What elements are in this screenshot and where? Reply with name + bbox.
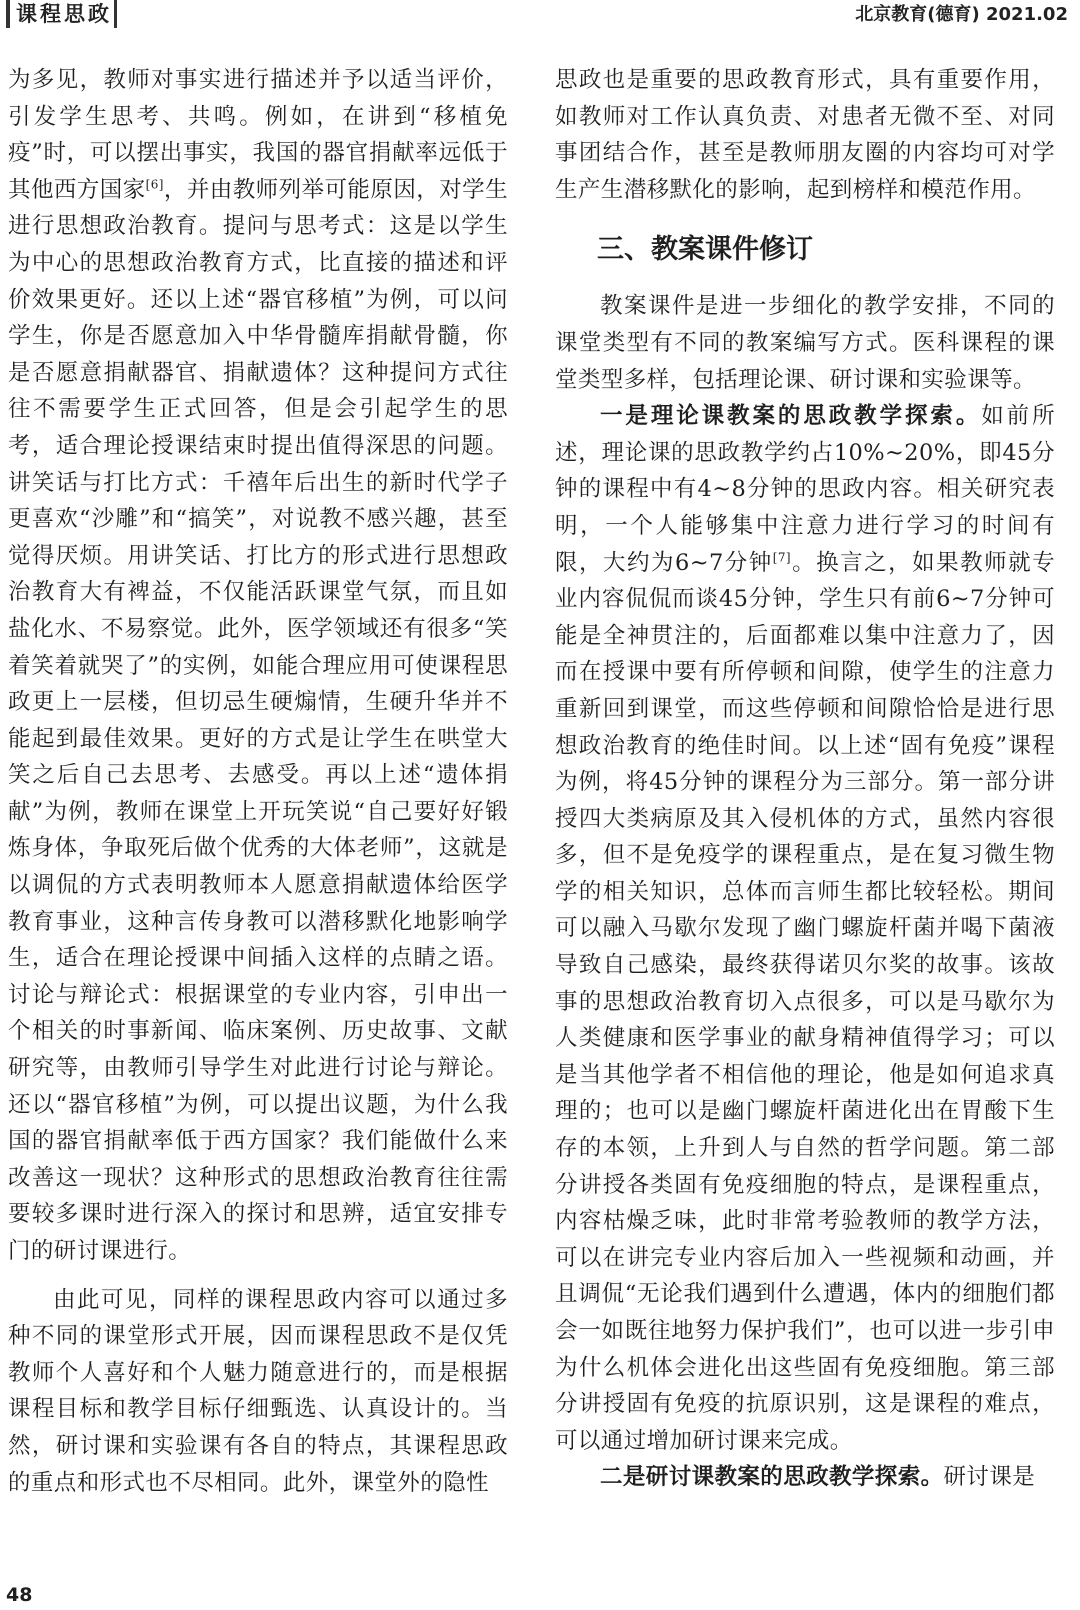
paragraph: 一是理论课教案的思政教学探索。如前所述，理论课的思政教学约占10%~20%，即45分钟的课程中有4~8分钟的思政内容。相关研究表明，一个人能够集中注意力进行学习的时间有限，大约为6~7分钟[7]。换言之，如果教师就专业内容侃侃而谈45分钟，学生只有前6~7分钟可能是全神贯注的，后面都难以集中注意力了，因而在授课中要有所停顿和间隙，使学生的注意力重新回到课堂，而这些停顿和间隙恰恰是进行思想政治教育的绝佳时间。以上述“固有免疫”课程为例，将45分钟的课程分为三部分。第一部分讲授四大类病原及其入侵机体的方式，虽然内容很多，但不是免疫学的课程重点，是在复习微生物学的相关知识，总体而言师生都比较轻松。期间可以融入马歇尔发现了幽门螺旋杆菌并喝下菌液导致自己感染，最终获得诺贝尔奖的故事。该故事的思想政治教育切入点很多，可以是马歇尔为人类健康和医学事业的献身精神值得学习；可以是当其他学者不相信他的理论，他是如何追求真理的；也可以是幽门螺旋杆菌进化出在胃酸下生存的本领，上升到人与自然的哲学问题。第二部分讲授各类固有免疫细胞的特点，是课程重点，内容枯燥乏味，此时非常考验教师的教学方法，可以在讲完专业内容后加入一些视频和动画，并且调侃“无论我们遇到什么遭遇，体内的细胞们都会一如既往地努力保护我们”，也可以进一步引申为什么机体会进化出这些固有免疫细胞。第三部分讲授固有免疫的抗原识别，这是课程的难点，可以通过增加研讨课来完成。 (555, 403, 1056, 1454)
lead-phrase: 一是理论课教案的思政教学探索。 (600, 403, 982, 430)
paragraph: 教案课件是进一步细化的教学安排，不同的课堂类型有不同的教案编写方式。医科课程的课堂类型多样，包括理论课、研讨课和实验课等。 (555, 293, 1055, 393)
paragraph: 思政也是重要的思政教育形式，具有重要作用，如教师对工作认真负责、对患者无微不至、对同事团结合作，甚至是教师朋友圈的内容均可对学生产生潜移默化的影响，起到榜样和模范作用。 (555, 67, 1055, 203)
right-column (555, 62, 1055, 1496)
citation: [6] (145, 177, 164, 192)
header-rule-left (6, 0, 10, 28)
lead-phrase: 二是研讨课教案的思政教学探索。 (600, 1464, 944, 1491)
citation: [7] (772, 550, 791, 565)
journal-issue: 北京教育(德育) 2021.02 (855, 4, 1068, 25)
left-column (8, 62, 508, 1501)
paragraph: 由此可见，同样的课程思政内容可以通过多种不同的课堂形式开展，因而课程思政不是仅凭教师个人喜好和个人魅力随意进行的，而是根据课程目标和教学目标仔细甄选、认真设计的。当然，研讨课和实验课有各自的特点，其课程思政的重点和形式也不尽相同。此外，课堂外的隐性 (8, 1286, 508, 1496)
section-heading: 三、教案课件修订 (597, 234, 813, 266)
page-number: 48 (6, 1584, 33, 1606)
header-rule-divider (114, 0, 117, 28)
section-label: 课程思政 (16, 2, 112, 26)
running-header (0, 0, 1080, 30)
paragraph: 二是研讨课教案的思政教学探索。研讨课是 (600, 1464, 1036, 1491)
paragraph: 为多见，教师对事实进行描述并予以适当评价，引发学生思考、共鸣。例如，在讲到“移植免疫”时，可以摆出事实，我国的器官捐献率远低于其他西方国家[6]，并由教师列举可能原因，对学生进行思想政治教育。提问与思考式：这是以学生为中心的思想政治教育方式，比直接的描述和评价效果更好。还以上述“器官移植”为例，可以问学生，你是否愿意加入中华骨髓库捐献骨髓，你是否愿意捐献器官、捐献遗体？这种提问方式往往不需要学生正式回答，但是会引起学生的思考，适合理论授课结束时提出值得深思的问题。讲笑话与打比方式：千禧年后出生的新时代学子更喜欢“沙雕”和“搞笑”，对说教不感兴趣，甚至觉得厌烦。用讲笑话、打比方的形式进行思想政治教育大有裨益，不仅能活跃课堂气氛，而且如盐化水、不易察觉。此外，医学领域还有很多“笑着笑着就哭了”的实例，如能合理应用可使课程思政更上一层楼，但切忌生硬煽情，生硬升华并不能起到最佳效果。更好的方式是让学生在哄堂大笑之后自己去思考、去感受。再以上述“遗体捐献”为例，教师在课堂上开玩笑说“自己要好好锻炼身体，争取死后做个优秀的大体老师”，这就是以调侃的方式表明教师本人愿意捐献遗体给医学教育事业，这种言传身教可以潜移默化地影响学生，适合在理论授课中间插入这样的点睛之语。讨论与辩论式：根据课堂的专业内容，引申出一个相关的时事新闻、临床案例、历史故事、文献研究等，由教师引导学生对此进行讨论与辩论。还以“器官移植”为例，可以提出议题，为什么我国的器官捐献率低于西方国家？我们能做什么来改善这一现状？这种形式的思想政治教育往往需要较多课时进行深入的探讨和思辨，适宜安排专门的研讨课进行。 (8, 67, 508, 1264)
